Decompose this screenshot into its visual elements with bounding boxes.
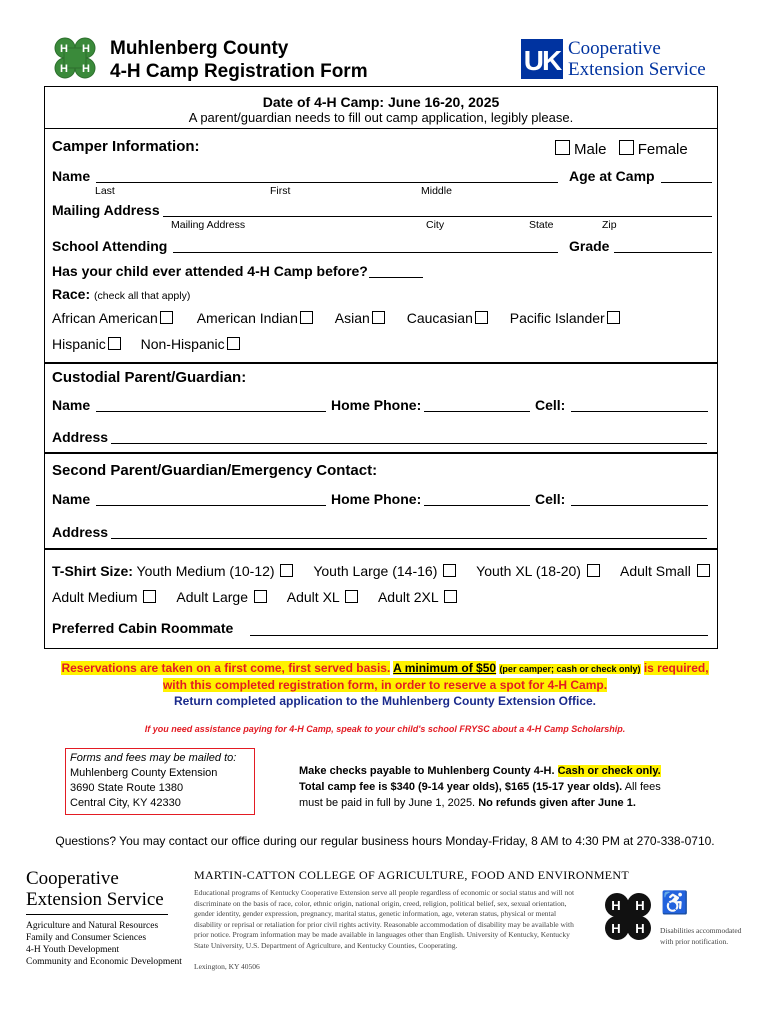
male-label: Male [574,141,607,158]
race-options [52,310,620,326]
ethnicity-hispanic[interactable]: Hispanic [52,336,121,352]
age-label: Age at Camp [569,168,655,184]
notice-part-1: Reservations are taken on a first come, first served basis. [61,661,391,675]
second-address-label: Address [52,524,109,540]
sub-last: Last [95,185,115,197]
race-label: Race: [52,286,91,302]
program-3: 4-H Youth Development [26,945,120,955]
reservation-notice [0,660,770,709]
ethnicity-non-hispanic[interactable]: Non-Hispanic [141,336,240,352]
uk-mark: UK [523,45,561,76]
sub-zip: Zip [602,219,617,231]
payment-line-3b: No refunds given after June 1. [478,797,636,809]
payment-line-3a: must be paid in full by June 1, 2025. [299,797,476,809]
notice-part-4: is required, [643,661,709,675]
footer-programs [26,920,182,968]
school-label: School Attending [52,238,168,254]
footer-disclaimer: Educational programs of Kentucky Cooperative Extension serve all people regardless of economic or social status and will not discriminate on the basis of race, color, ethnic origin, national origin, creed, religion, political belief, sex, sexual orientation, gender identity, gender expression, pregnancy, marital status, genetic information, age, veteran status, physical or mental disability or reprisal or retaliation for prior civil rights activity. Reasonable accommodation of disability may be available with prior notice. Program information may be made available in languages other than English. University of Kentucky, Kentucky State University, U.S. Department of Agriculture, and Kentucky Counties, Cooperating. [194,888,575,950]
program-1: Agriculture and Natural Resources [26,921,159,931]
tshirt-adult-small[interactable]: Adult Small [620,563,710,579]
sub-city: City [426,219,445,231]
school-field[interactable] [173,252,558,253]
mail-address-box [65,748,255,815]
questions-text: Questions? You may contact our office during our regular business hours Monday-Friday, 8 AM to 4:30 PM at 270-338-0710. [55,834,715,848]
custodial-cell-label: Cell: [535,397,566,413]
custodial-address-field[interactable] [111,443,707,444]
payment-line-2a: Total camp fee is $340 (9-14 year olds), $165 (15-17 year olds). [299,781,623,793]
mail-line-2: 3690 State Route 1380 [70,782,184,794]
race-row [52,286,190,302]
second-name-label: Name [52,491,91,507]
svg-text:H: H [82,63,90,75]
roommate-label: Preferred Cabin Roommate [52,620,234,636]
footer-ces-logo [26,868,164,910]
tshirt-adult-large[interactable]: Adult Large [176,589,267,605]
uk-logo [521,39,563,79]
title-line-1: Muhlenberg County [110,38,289,59]
sub-mailing: Mailing Address [171,219,246,231]
scholarship-note: If you need assistance paying for 4-H Camp, speak to your child's school FRYSC about a 4-H Camp Scholarship. [144,724,626,734]
custodial-name-field[interactable] [96,411,326,412]
svg-text:H: H [611,921,621,936]
ces-line-1: Cooperative [568,38,661,59]
ces-line-2: Extension Service [568,59,706,80]
custodial-address-label: Address [52,429,109,445]
tshirt-adult-2xl[interactable]: Adult 2XL [378,589,457,605]
svg-text:H: H [611,898,621,913]
second-home-phone-label: Home Phone: [331,491,422,507]
disabilities-note: Disabilities accommodated with prior notification. [660,926,742,946]
svg-text:H: H [82,43,90,55]
instructions: A parent/guardian needs to fill out camp application, legibly please. [188,110,574,125]
second-home-phone-field[interactable] [424,505,530,506]
race-asian[interactable]: Asian [335,310,385,326]
notice-part-2: A minimum of $50 [393,661,497,675]
race-african-american[interactable]: African American [52,310,173,326]
4h-clover-logo [50,36,100,82]
payment-info [299,763,661,811]
tshirt-adult-medium[interactable]: Adult Medium [52,589,156,605]
footer-divider [26,914,168,915]
gender-options [555,140,688,158]
program-2: Family and Consumer Sciences [26,933,147,943]
notice-line-3: Return completed application to the Muhlenberg County Extension Office. [173,694,597,708]
attended-question: Has your child ever attended 4-H Camp before? [52,263,368,279]
footer-4h-clover [600,890,656,944]
grade-field[interactable] [614,252,712,253]
svg-text:H: H [635,921,645,936]
second-cell-label: Cell: [535,491,566,507]
sub-first: First [270,185,291,197]
second-name-field[interactable] [96,505,326,506]
svg-text:H: H [635,898,645,913]
name-label: Name [52,168,91,184]
race-american-indian[interactable]: American Indian [197,310,313,326]
ethnicity-options [52,336,240,352]
mail-line-1: Muhlenberg County Extension [70,767,218,779]
tshirt-youth-large[interactable]: Youth Large (14-16) [313,563,456,579]
tshirt-row-2 [52,589,457,605]
attended-field[interactable] [369,277,423,278]
payment-line-1a: Make checks payable to Muhlenberg County 4-H. [299,765,555,777]
svg-text:H: H [60,43,68,55]
sub-middle: Middle [421,185,452,197]
tshirt-adult-xl[interactable]: Adult XL [287,589,358,605]
payment-line-2b: All fees [624,781,661,793]
sub-state: State [529,219,554,231]
page-title [110,37,368,83]
tshirt-youth-medium[interactable]: Youth Medium (10-12) [137,563,294,579]
notice-part-3: (per camper; cash or check only) [499,664,641,674]
mail-line-3: Central City, KY 42330 [70,797,181,809]
custodial-home-phone-label: Home Phone: [331,397,422,413]
program-4: Community and Economic Development [26,957,182,967]
custodial-cell-field[interactable] [571,411,708,412]
custodial-heading: Custodial Parent/Guardian: [52,369,247,386]
second-heading: Second Parent/Guardian/Emergency Contact: [52,462,378,479]
grade-label: Grade [569,238,610,254]
mailing-field[interactable] [163,216,712,217]
footer-ces-line-2: Extension Service [26,889,164,910]
payment-line-1b: Cash or check only. [557,765,661,777]
race-caucasian[interactable]: Caucasian [407,310,488,326]
camp-date-box [44,86,718,129]
camper-name-field[interactable] [96,182,558,183]
footer-lexington: Lexington, KY 40506 [194,962,260,971]
roommate-field[interactable] [250,635,708,636]
female-label: Female [637,141,688,158]
notice-line-2: with this completed registration form, in order to reserve a spot for 4-H Camp. [162,678,608,692]
race-note: (check all that apply) [94,290,191,302]
svg-text:H: H [60,63,68,75]
age-field[interactable] [661,182,712,183]
second-address-field[interactable] [111,538,707,539]
camper-heading: Camper Information: [52,138,200,155]
male-checkbox[interactable] [555,140,570,155]
tshirt-label: T-Shirt Size: [52,563,133,579]
custodial-home-phone-field[interactable] [424,411,530,412]
female-checkbox[interactable] [619,140,634,155]
footer-ces-line-1: Cooperative [26,868,119,889]
title-line-2: 4-H Camp Registration Form [110,61,368,82]
ces-logo-text [568,38,706,80]
college-name: MARTIN-CATTON COLLEGE OF AGRICULTURE, FOOD AND ENVIRONMENT [194,868,630,882]
second-cell-field[interactable] [571,505,708,506]
tshirt-youth-xl[interactable]: Youth XL (18-20) [476,563,600,579]
accessibility-icon: ♿ [661,890,689,915]
custodial-name-label: Name [52,397,91,413]
mail-heading: Forms and fees may be mailed to: [70,752,237,764]
mailing-label: Mailing Address [52,202,160,218]
tshirt-row-1 [52,563,600,579]
race-pacific-islander[interactable]: Pacific Islander [510,310,620,326]
camp-date: Date of 4-H Camp: June 16-20, 2025 [262,94,500,110]
